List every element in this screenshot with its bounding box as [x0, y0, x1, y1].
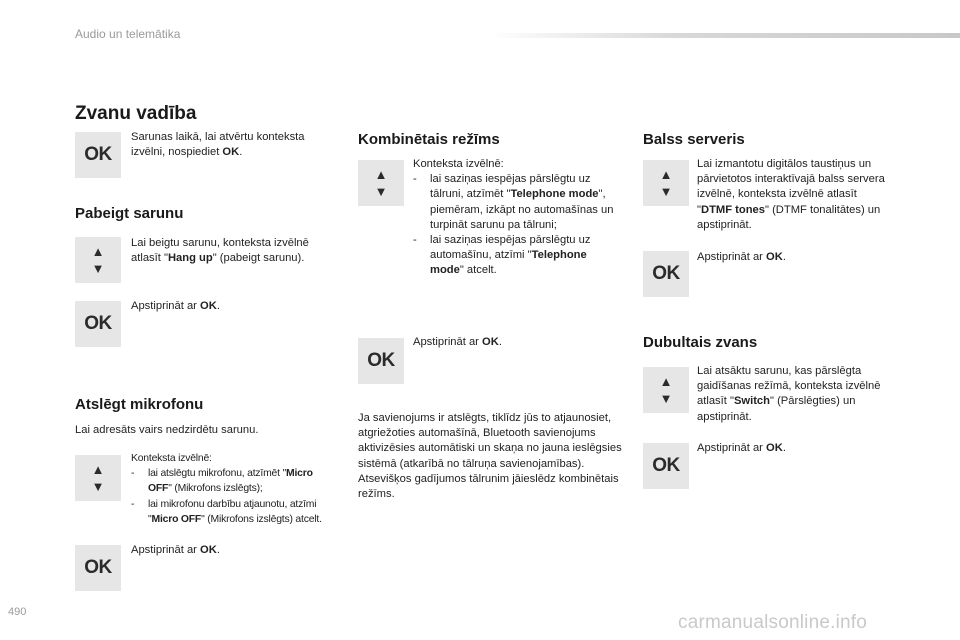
mute-description: Lai adresāts vairs nedzirdētu sarunu. — [75, 424, 259, 436]
ok-key-icon: OK — [643, 443, 689, 489]
voice-server-confirm: Apstiprināt ar OK. — [697, 251, 786, 263]
page-title: Zvanu vadība — [75, 103, 197, 124]
arrow-down-icon: ▼ — [91, 478, 105, 494]
mute-menu-label: Konteksta izvēlnē: — [131, 453, 212, 464]
up-down-arrows-icon — [75, 455, 121, 501]
list-item: - lai saziņas iespējas pārslēgtu uz tālruni, atzīmēt "Telephone mode", piemēram, izkāpt no automašīnas un turpināt sarunu pa tālruni; — [413, 173, 614, 231]
up-down-arrows-icon — [75, 237, 121, 283]
up-down-arrows-icon — [643, 367, 689, 413]
arrow-down-icon: ▼ — [659, 183, 673, 199]
arrow-up-icon: ▲ — [659, 373, 673, 389]
hangup-heading: Pabeigt sarunu — [75, 205, 184, 222]
reconnect-note: Ja savienojums ir atslēgts, tiklīdz jūs to atjaunosiet, atgriežoties automašīnā, Bluetooth savienojums aktivizēsies automātiski un skaņa no jauna ieslēgsies sistēmā (atkarībā no tālruņa savienojamības). Atsevišķos gadījumos tālrunim jāieslēdz kombinētais režīms. — [358, 412, 622, 501]
arrow-up-icon: ▲ — [91, 461, 105, 477]
double-call-heading: Dubultais zvans — [643, 334, 758, 351]
combined-menu-list — [413, 157, 623, 279]
arrow-up-icon: ▲ — [91, 243, 105, 259]
up-down-arrows-icon — [358, 160, 404, 206]
arrow-down-icon: ▼ — [374, 183, 388, 199]
mute-menu-list — [131, 451, 337, 527]
double-call-text: Lai atsāktu sarunu, kas pārslēgta gaidīšanas režīmā, konteksta izvēlnē atlasīt "Switch" (Pārslēgties) un apstiprināt. — [697, 365, 881, 423]
arrow-up-icon: ▲ — [374, 166, 388, 182]
list-item: - lai saziņas iespējas pārslēgtu uz automašīnu, atzīmi "Telephone mode" atcelt. — [413, 234, 591, 277]
combined-menu-label: Konteksta izvēlnē: — [413, 158, 504, 170]
hangup-text: Lai beigtu sarunu, konteksta izvēlnē atlasīt "Hang up" (pabeigt sarunu). — [131, 237, 309, 265]
list-item: - lai atslēgtu mikrofonu, atzīmēt "Micro OFF" (Mikrofons izslēgts); — [131, 468, 313, 495]
arrow-down-icon: ▼ — [91, 260, 105, 276]
header-divider — [488, 33, 960, 38]
ok-key-icon — [75, 132, 121, 178]
mute-confirm: Apstiprināt ar OK. — [131, 544, 220, 556]
ok-key-icon: OK — [358, 338, 404, 384]
voice-server-text: Lai izmantotu digitālos taustiņus un pārvietotos interaktīvajā balss servera izvēlnē, konteksta izvēlnē atlasīt "DTMF tones" (DTMF tonalitātes) un apstiprināt. — [697, 158, 885, 231]
voice-server-heading: Balss serveris — [643, 131, 745, 148]
watermark: carmanualsonline.info — [678, 612, 868, 633]
page-number: 490 — [8, 606, 27, 618]
combined-mode-heading: Kombinētais režīms — [358, 131, 500, 148]
intro-text: Sarunas laikā, lai atvērtu konteksta izvēlni, nospiediet OK. — [131, 131, 305, 159]
ok-key-icon: OK — [75, 301, 121, 347]
section-header: Audio un telemātika — [75, 27, 181, 41]
double-call-confirm: Apstiprināt ar OK. — [697, 442, 786, 454]
arrow-down-icon: ▼ — [659, 390, 673, 406]
ok-key-icon: OK — [75, 545, 121, 591]
ok-key-label: OK — [84, 144, 112, 165]
list-item: - lai mikrofonu darbību atjaunotu, atzīmi "Micro OFF" (Mikrofons izslēgts) atcelt. — [131, 498, 322, 525]
hangup-confirm: Apstiprināt ar OK. — [131, 300, 220, 312]
mute-heading: Atslēgt mikrofonu — [75, 396, 204, 413]
arrow-up-icon: ▲ — [659, 166, 673, 182]
ok-key-icon: OK — [643, 251, 689, 297]
up-down-arrows-icon — [643, 160, 689, 206]
combined-confirm: Apstiprināt ar OK. — [413, 336, 502, 348]
